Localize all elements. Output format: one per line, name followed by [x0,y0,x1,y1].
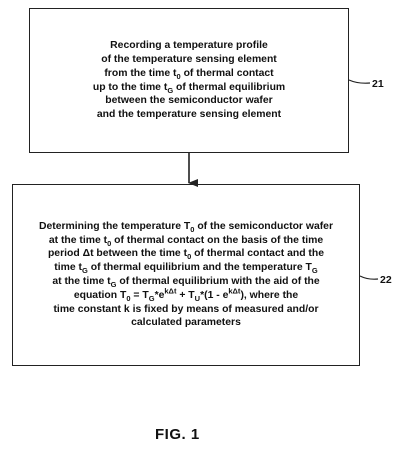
box1-line-4: up to the time $t_G$ of thermal equilibrium [92,81,286,95]
box2-line-5: at the time $t_G$ of thermal equilibrium with the aid of the [52,276,320,290]
step-box-recording [29,8,349,153]
step-box-determining [12,184,360,366]
box1-line-3: from the time $t_0$ of thermal contact [104,67,274,81]
box2-line-6-equation: equation $T_0 = T_G*e^{k\Delta t} + T_U*(1 - e^{k\Delta t})$, where the [73,286,299,303]
leader-line-21 [349,80,370,83]
box2-line-2: at the time $t_0$ of thermal contact on the basis of the time [48,234,324,248]
box2-line-1: Determining the temperature $T_0$ of the semiconductor wafer [38,220,334,234]
reference-numeral-22: 22 [380,274,392,286]
box1-line-1: Recording a temperature profile [110,40,268,52]
box2-line-3: period Δt between the time $t_0$ of thermal contact and the [47,248,325,262]
reference-numeral-21: 21 [372,78,384,90]
box1-line-2: of the temperature sensing element [101,53,277,65]
figure-label: FIG. 1 [155,426,200,443]
box2-line-7: time constant k is fixed by means of measured and/or [53,303,319,315]
leader-line-22 [360,276,378,279]
box2-line-4: time $t_G$ of thermal equilibrium and the temperature $T_G$ [54,262,318,276]
box2-line-8: calculated parameters [131,317,241,329]
box1-line-5: between the semiconductor wafer [105,95,273,107]
box1-line-6: and the temperature sensing element [96,109,282,121]
